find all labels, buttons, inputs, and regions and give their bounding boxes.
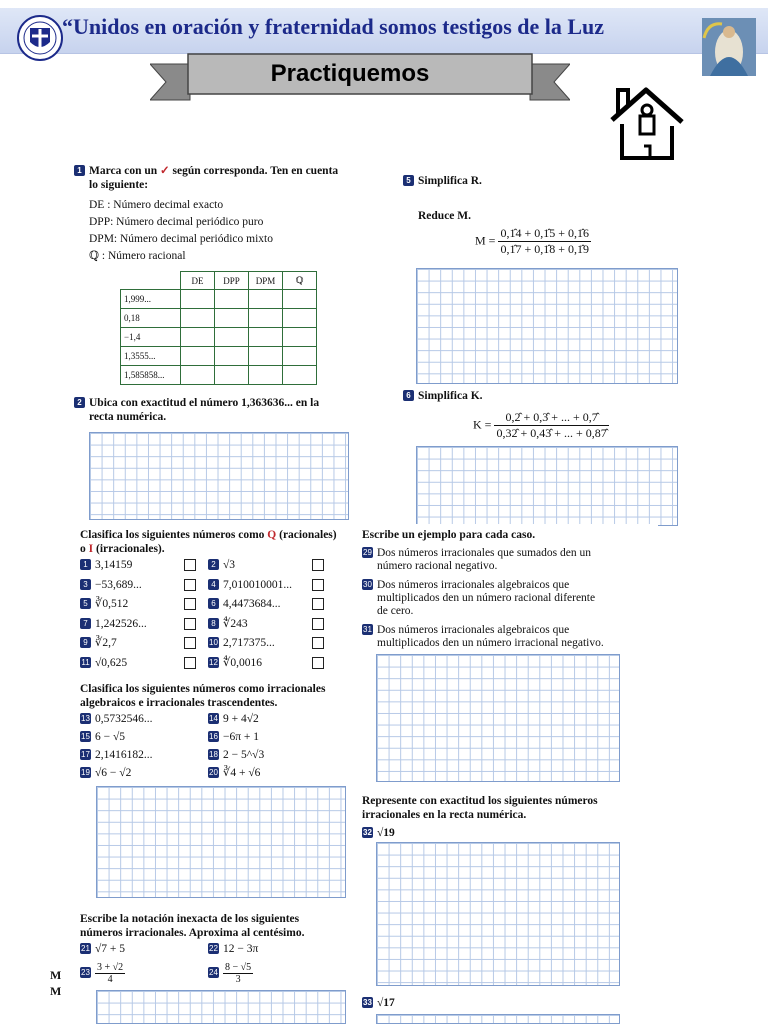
answer-grid[interactable] [96, 786, 346, 898]
table-row: 0,18 [121, 309, 317, 328]
classify-item: 7 1,242526... [80, 617, 147, 631]
classify-item: 1 3,14159 [80, 558, 132, 572]
def-dpp: DPP: Número decimal periódico puro [89, 216, 264, 228]
answer-grid[interactable] [376, 654, 620, 782]
expression-k: K = $\frac{0,2̂ + 0,3̂ + ... + 0,7̂}{0,32̂ + 0,43̂ + ... + 0,87̂}$ [473, 410, 607, 440]
table-row: 1,585858... [121, 366, 317, 385]
answer-grid[interactable] [376, 842, 620, 986]
answer-checkbox[interactable] [312, 618, 324, 630]
footer-letter: M [50, 968, 62, 982]
notation-title: Escribe la notación inexacta de los siguientes [80, 913, 300, 925]
school-logo [16, 14, 64, 62]
example-item-line: multiplicados den un número racional diferente [377, 592, 596, 604]
col-dpp: DPP [215, 272, 249, 290]
classify2-item: 14 9 + 4√2 [209, 713, 259, 725]
def-dpm: DPM: Número decimal periódico mixto [89, 233, 273, 245]
table-row: 1,3555... [121, 347, 317, 366]
classify2-item: 13 0,5732546... [81, 713, 153, 725]
footer-letter: M [50, 984, 62, 998]
answer-checkbox[interactable] [184, 657, 196, 669]
q2-instruction-line2: recta numérica. [89, 411, 167, 423]
classify2-title-line2: algebraicos e irracionales trascendentes. [80, 697, 278, 709]
expression-m: M = $\frac{0,1̂4 + 0,1̂5 + 0,1̂6}{0,1̂7 + 0,1̂8 + 0,1̂9}$ [475, 226, 589, 256]
answer-grid[interactable] [89, 432, 349, 520]
answer-checkbox[interactable] [184, 579, 196, 591]
answer-checkbox[interactable] [184, 559, 196, 571]
virgin-image [702, 18, 756, 76]
notation-item: 23 $\frac{3 + √2}{4}$ [81, 962, 124, 985]
def-de: DE : Número decimal exacto [89, 199, 224, 211]
notation-item: 22 12 − 3π [209, 943, 259, 955]
decimal-table [120, 271, 317, 385]
classify2-item: 19 √6 − √2 [81, 767, 132, 779]
classify-item: 5 ∛0,512 [80, 597, 128, 611]
home-icon [606, 86, 688, 164]
example-item: 29 Dos números irracionales que sumados den un [363, 547, 591, 559]
reduce-m-label: Reduce M. [418, 210, 472, 222]
example-item: 31 Dos números irracionales algebraicos que [363, 624, 570, 636]
example-item: 30 Dos números irracionales algebraicos que [363, 579, 570, 591]
q1-instruction: 1 Marca con un ✓ según corresponda. Ten en cuenta [74, 164, 338, 178]
classify2-item: 16 −6π + 1 [209, 731, 260, 743]
answer-checkbox[interactable] [312, 657, 324, 669]
q5-instruction: 5 Simplifica R. [403, 174, 482, 188]
motto: “Unidos en oración y fraternidad somos testigos de la Luz [62, 14, 605, 39]
table-row: 1,999... [121, 290, 317, 309]
answer-checkbox[interactable] [184, 598, 196, 610]
check-mark-icon: ✓ [160, 165, 170, 177]
page-title: Practiquemos [270, 60, 430, 87]
col-de: DE [181, 272, 215, 290]
answer-checkbox[interactable] [312, 637, 324, 649]
answer-grid[interactable] [96, 990, 346, 1024]
answer-checkbox[interactable] [312, 559, 324, 571]
answer-grid[interactable] [376, 1014, 620, 1024]
notation-title-line2: números irracionales. Aproxima al centésimo. [80, 927, 305, 939]
classify2-item: 20 ∛4 + √6 [209, 767, 261, 779]
represent-item: 33 √17 [363, 997, 395, 1009]
q6-instruction: 6 Simplifica K. [403, 389, 483, 403]
q1-instruction-line2: lo siguiente: [89, 179, 149, 191]
answer-grid[interactable] [416, 268, 678, 384]
q1-number: 1 [74, 165, 85, 176]
classify-item: 2 √3 [208, 558, 235, 572]
col-dpm: DPM [249, 272, 283, 290]
example-title: Escribe un ejemplo para cada caso. [362, 529, 536, 541]
classify-item: 6 4,4473684... [208, 597, 281, 611]
classify-item: 8 ∜243 [208, 617, 248, 631]
classify2-title: Clasifica los siguientes números como irracionales [80, 683, 326, 695]
classify-title-line2: o I (irracionales). [80, 543, 165, 555]
table-row: −1,4 [121, 328, 317, 347]
example-item-line: de cero. [377, 605, 414, 617]
classify-item: 3 −53,689... [80, 578, 142, 592]
q2-instruction: 2 Ubica con exactitud el número 1,363636... en la [74, 396, 319, 410]
classify2-item: 18 2 − 5^√3 [209, 749, 265, 761]
classify2-item: 17 2,1416182... [81, 749, 153, 761]
fraction: $\frac{8 - √5}{3}$ [225, 962, 252, 985]
represent-title-line2: irracionales en la recta numérica. [362, 809, 527, 821]
classify-title: Clasifica los siguientes números como Q (racionales) [80, 529, 337, 541]
classify-item: 10 2,717375... [209, 637, 275, 649]
classify-item: 12 ∜0,0016 [209, 656, 262, 669]
classify-item: 4 7,010010001... [208, 578, 292, 592]
answer-checkbox[interactable] [184, 637, 196, 649]
represent-title: Represente con exactitud los siguientes números [362, 795, 598, 807]
classify2-item: 15 6 − √5 [81, 731, 126, 743]
notation-item: 21 √7 + 5 [81, 943, 126, 955]
col-q: ℚ [283, 272, 317, 290]
classify-item: 9 ∛2,7 [80, 636, 117, 650]
notation-item: 24 $\frac{8 - √5}{3}$ [209, 962, 252, 985]
example-item-line: multiplicados den un número irracional negativo. [377, 637, 604, 649]
answer-checkbox[interactable] [184, 618, 196, 630]
answer-checkbox[interactable] [312, 598, 324, 610]
represent-item: 32 √19 [363, 827, 395, 839]
def-q: ℚ : Número racional [89, 250, 186, 262]
answer-grid[interactable] [416, 446, 678, 526]
example-item-line: número racional negativo. [377, 560, 498, 572]
fraction: $\frac{3 + √2}{4}$ [97, 962, 124, 985]
answer-checkbox[interactable] [312, 579, 324, 591]
classify-item: 11 √0,625 [81, 656, 128, 669]
